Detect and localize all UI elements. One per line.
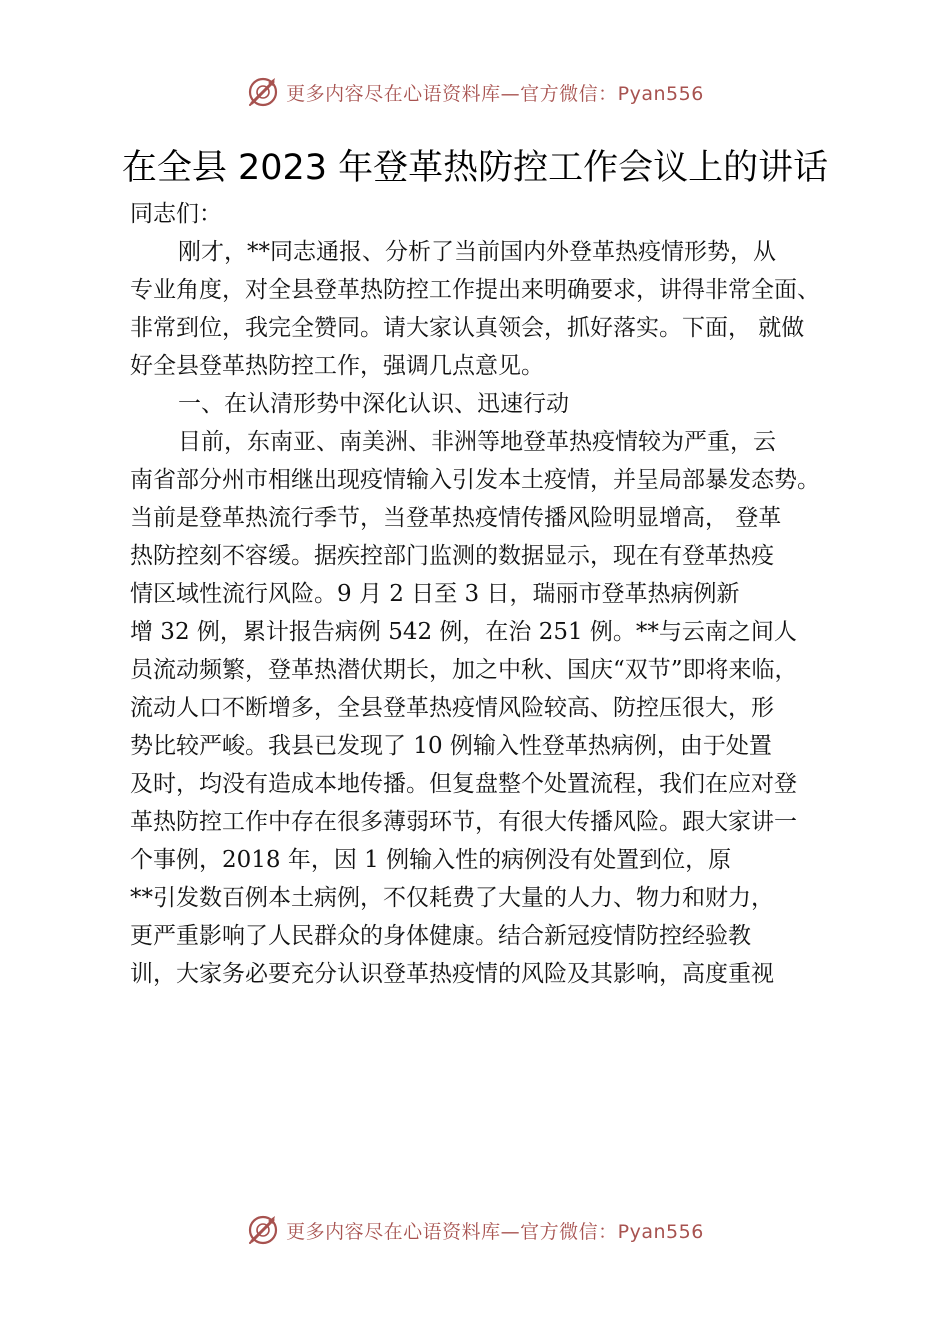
header-banner [0, 72, 950, 112]
paragraph-line: 热防控刻不容缓。据疾控部门监测的数据显示，现在有登革热疫 [130, 543, 774, 569]
paragraph-line: 及时，均没有造成本地传播。但复盘整个处置流程，我们在应对登 [130, 771, 797, 797]
banner-text: 更多内容尽在心语资料库—官方微信：Pyan556 [286, 1220, 704, 1243]
section-heading: 一、在认清形势中深化认识、迅速行动 [178, 391, 569, 417]
paragraph-line: 流动人口不断增多，全县登革热疫情风险较高、防控压很大，形 [130, 695, 774, 721]
banner-text: 更多内容尽在心语资料库—官方微信：Pyan556 [286, 82, 704, 105]
document-title: 在全县 2023 年登革热防控工作会议上的讲话 [121, 148, 829, 188]
paragraph-line: 刚才，**同志通报、分析了当前国内外登革热疫情形势，从 [178, 239, 776, 265]
paragraph-line: 好全县登革热防控工作，强调几点意见。 [130, 353, 544, 379]
paragraph-line: 当前是登革热流行季节，当登革热疫情传播风险明显增高， 登革 [130, 505, 782, 531]
paragraph-line: 增 32 例，累计报告病例 542 例，在治 251 例。**与云南之间人 [130, 619, 797, 645]
paragraph-line: 专业角度，对全县登革热防控工作提出来明确要求，讲得非常全面、 [130, 277, 820, 303]
paragraph-line: 个事例，2018 年，因 1 例输入性的病例没有处置到位，原 [130, 847, 732, 873]
paragraph-line: **引发数百例本土病例，不仅耗费了大量的人力、物力和财力， [130, 885, 774, 911]
paragraph-line: 势比较严峻。我县已发现了 10 例输入性登革热病例，由于处置 [130, 733, 772, 759]
document-body [130, 195, 850, 993]
paragraph-line: 更严重影响了人民群众的身体健康。结合新冠疫情防控经验教 [130, 923, 751, 949]
paragraph-line: 革热防控工作中存在很多薄弱环节，有很大传播风险。跟大家讲一 [130, 809, 797, 835]
paragraph-line: 南省部分州市相继出现疫情输入引发本土疫情，并呈局部暴发态势。 [130, 467, 820, 493]
paragraph-line: 目前，东南亚、南美洲、非洲等地登革热疫情较为严重，云 [178, 429, 776, 455]
paragraph-line: 情区域性流行风险。9 月 2 日至 3 日，瑞丽市登革热病例新 [130, 581, 740, 607]
footer-banner [0, 1210, 950, 1250]
paragraph-line: 员流动频繁，登革热潜伏期长，加之中秋、国庆“双节”即将来临， [130, 657, 798, 683]
logo-icon [246, 1213, 280, 1247]
paragraph-line: 非常到位，我完全赞同。请大家认真领会，抓好落实。下面， 就做 [130, 315, 805, 341]
paragraph-line: 训，大家务必要充分认识登革热疫情的风险及其影响，高度重视 [130, 961, 774, 987]
logo-icon [246, 75, 280, 109]
salutation: 同志们： [130, 201, 222, 227]
